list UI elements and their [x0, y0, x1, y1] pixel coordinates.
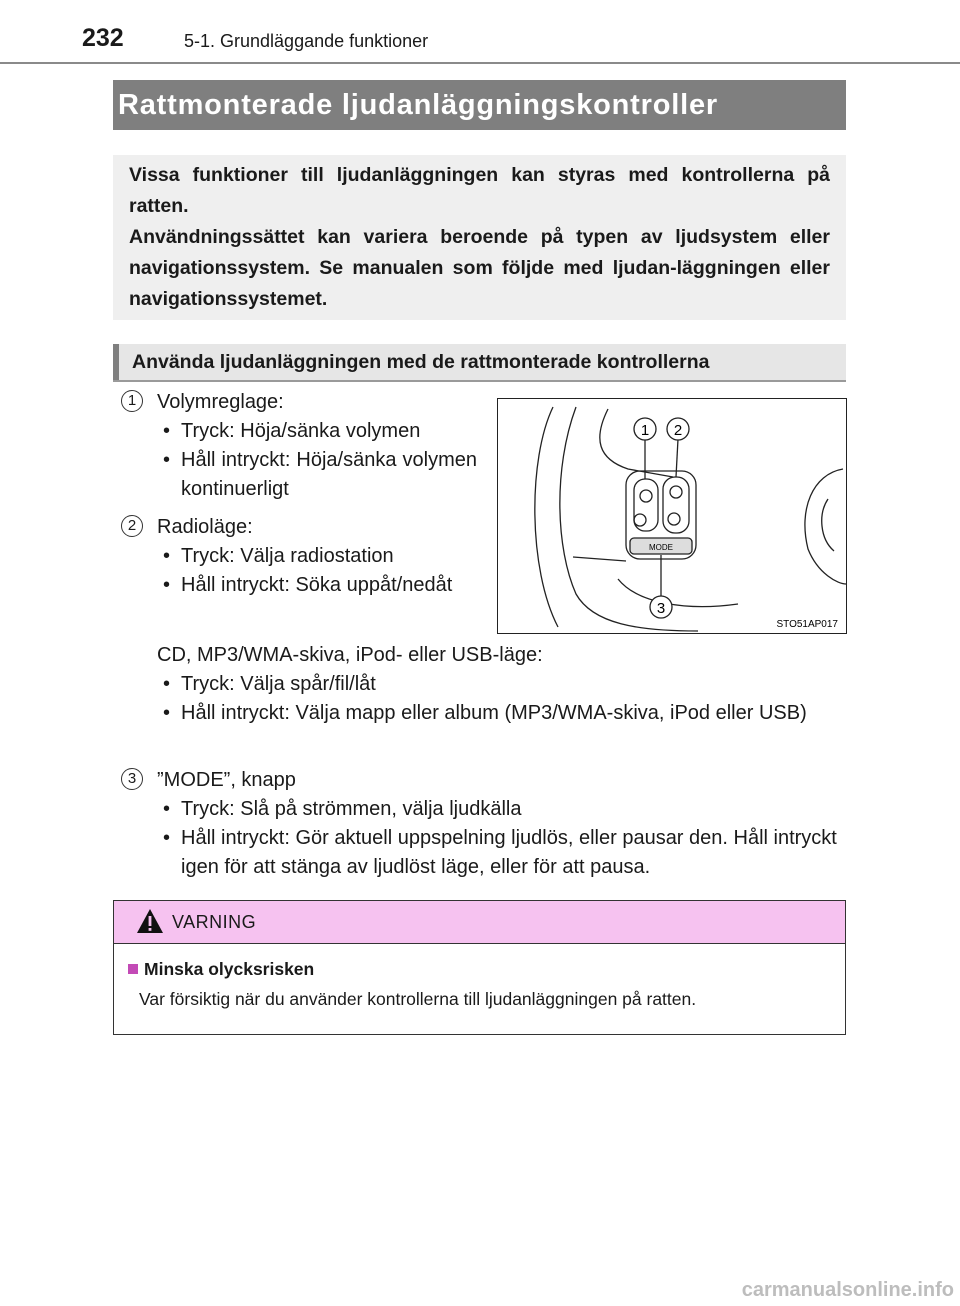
item-title: ”MODE”, knapp	[157, 769, 296, 791]
bullet: • Tryck: Välja spår/fil/låt	[157, 670, 847, 699]
warning-label: VARNING	[172, 912, 257, 932]
subsection-marker	[113, 344, 119, 380]
item-title: Radioläge:	[157, 516, 253, 538]
warning-text: Var försiktig när du använder kontrollerna till ljudanläggningen på ratten.	[139, 989, 697, 1009]
steering-wheel-figure	[497, 398, 847, 634]
volume-down-icon	[634, 514, 646, 526]
warning-title-row	[128, 959, 314, 980]
item-number-2: 2	[121, 515, 143, 537]
callout-3: 3	[656, 600, 666, 617]
spoke-lower	[618, 579, 738, 607]
bullet: • Håll intryckt: Gör aktuell uppspelning ljudlös, eller pausar den. Håll intryckt igen för att stänga av ljudlöst läge, eller för att pausa.	[157, 824, 847, 882]
spoke-upper	[600, 409, 673, 477]
warning-header	[114, 901, 845, 944]
seek-down-icon	[668, 513, 680, 525]
callout-1: 1	[640, 422, 650, 439]
item-volume	[157, 388, 477, 504]
seek-up-icon	[670, 486, 682, 498]
mode-label: MODE	[649, 543, 673, 552]
bullet: • Håll intryckt: Söka uppåt/nedåt	[157, 571, 487, 600]
subsection-bar	[113, 344, 846, 382]
subsection-title: Använda ljudanläggningen med de rattmonterade kontrollerna	[132, 351, 710, 373]
footer-watermark: carmanualsonline.info	[741, 1279, 954, 1301]
volume-rocker	[634, 479, 658, 531]
item-number-1: 1	[121, 390, 143, 412]
intro-line-1: Vissa funktioner till ljudanläggningen kan styras med kontrollerna på ratten.	[129, 164, 830, 217]
bullet: • Tryck: Välja radiostation	[157, 542, 487, 571]
page-number: 232	[82, 24, 124, 52]
warning-bullet-square	[128, 964, 138, 974]
warning-box	[113, 900, 846, 1035]
warning-title: Minska olycksrisken	[144, 959, 315, 979]
bullet: • Tryck: Höja/sänka volymen	[157, 417, 477, 446]
item-radio	[157, 513, 487, 600]
volume-up-icon	[640, 490, 652, 502]
steering-wheel-illustration	[498, 399, 846, 633]
warning-triangle-icon	[136, 908, 164, 934]
item-cd-mode	[157, 641, 847, 728]
hub-inner	[822, 499, 834, 551]
hub-right	[805, 469, 846, 584]
item-mode-button	[157, 766, 847, 882]
bullet: • Håll intryckt: Höja/sänka volymen kontinuerligt	[157, 446, 477, 504]
intro-box	[113, 155, 846, 320]
spoke-line	[573, 557, 626, 561]
callout-2: 2	[673, 422, 683, 439]
section-header: 5-1. Grundläggande funktioner	[184, 31, 429, 51]
cd-mode-title: CD, MP3/WMA-skiva, iPod- eller USB-läge:	[157, 644, 543, 666]
wheel-rim-left	[535, 407, 558, 627]
figure-code: STO51AP017	[776, 619, 838, 630]
item-number-3: 3	[121, 768, 143, 790]
page-title: Rattmonterade ljudanläggningskontroller	[113, 80, 846, 130]
bullet: • Håll intryckt: Välja mapp eller album (MP3/WMA-skiva, iPod eller USB)	[157, 699, 847, 728]
bullet: • Tryck: Slå på strömmen, välja ljudkälla	[157, 795, 847, 824]
intro-line-2: Användningssättet kan variera beroende på typen av ljudsystem eller navigationssystem. Se manualen som följde med ljudan-läggningen eller navigationssystemet.	[129, 226, 830, 310]
header-rule	[0, 62, 960, 64]
item-title: Volymreglage:	[157, 391, 284, 413]
